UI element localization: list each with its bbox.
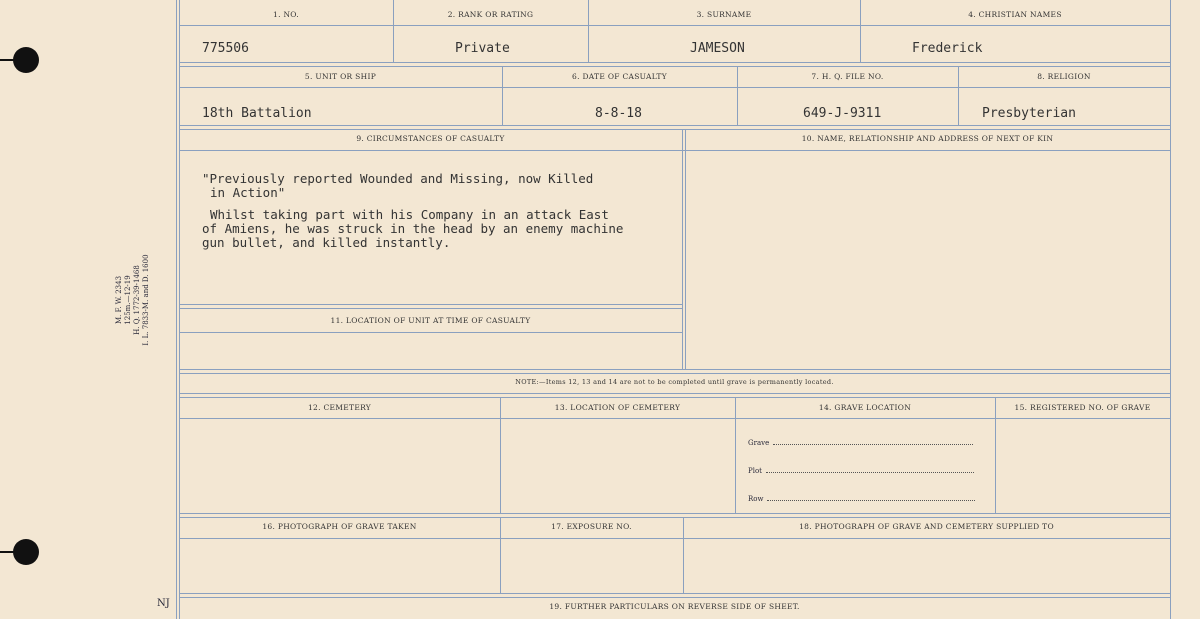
note: NOTE:—Items 12, 13 and 14 are not to be completed until grave is permanently located.: [515, 378, 834, 386]
label-supplied-to: 18. PHOTOGRAPH OF GRAVE AND CEMETERY SUPPLIED TO: [799, 522, 1054, 531]
form-line: I. L. 7833-M. and D. 1600: [142, 254, 150, 346]
label-exposure: 17. EXPOSURE NO.: [551, 522, 632, 531]
text-line: gun bullet, and killed instantly.: [202, 235, 451, 250]
label-registered-no: 15. REGISTERED NO. OF GRAVE: [1014, 403, 1151, 412]
form-line: H. Q. 1772-39-1468: [133, 265, 141, 335]
label-surname: 3. SURNAME: [696, 10, 752, 19]
circumstances-text: [202, 172, 623, 250]
rank-value: Private: [455, 41, 510, 56]
label-rank: 2. RANK OR RATING: [447, 10, 534, 19]
grave-field: [748, 439, 973, 447]
label-file: 7. H. Q. FILE NO.: [811, 72, 884, 81]
text-line: Whilst taking part with his Company in an attack East: [210, 207, 609, 222]
form-line: M. F. W. 2343: [115, 275, 123, 325]
label-christian-names: 4. CHRISTIAN NAMES: [968, 10, 1062, 19]
surname-value: JAMESON: [690, 41, 745, 56]
label-cemetery-location: 13. LOCATION OF CEMETERY: [554, 403, 681, 412]
label-unit: 5. UNIT OR SHIP: [304, 72, 377, 81]
form-number: [115, 245, 151, 355]
row-label: Row: [748, 495, 764, 503]
initials: NJ: [157, 598, 170, 609]
religion-value: Presbyterian: [982, 106, 1076, 121]
christian-names-value: Frederick: [912, 41, 983, 56]
row-field: [748, 495, 975, 503]
date-value: 8-8-18: [595, 106, 642, 121]
label-grave-location: 14. GRAVE LOCATION: [818, 403, 912, 412]
text-line: "Previously reported Wounded and Missing, now Killed: [202, 171, 594, 186]
punch-hole: [13, 539, 39, 565]
service-number: 775506: [202, 41, 249, 56]
label-photograph: 16. PHOTOGRAPH OF GRAVE TAKEN: [262, 522, 417, 531]
label-next-of-kin: 10. NAME, RELATIONSHIP AND ADDRESS OF NEXT OF KIN: [801, 134, 1054, 143]
label-circumstances: 9. CIRCUMSTANCES OF CASUALTY: [356, 134, 505, 143]
file-value: 649-J-9311: [803, 106, 882, 121]
text-line: in Action": [210, 185, 286, 200]
plot-field: [748, 467, 974, 475]
text-line: of Amiens, he was struck in the head by an enemy machine: [202, 221, 624, 236]
label-cemetery: 12. CEMETERY: [307, 403, 372, 412]
plot-label: Plot: [748, 467, 762, 475]
grave-label: Grave: [748, 439, 770, 447]
label-further-particulars: 19. FURTHER PARTICULARS ON REVERSE SIDE OF SHEET.: [549, 602, 800, 611]
unit-value: 18th Battalion: [202, 106, 312, 121]
punch-hole: [13, 47, 39, 73]
label-date: 6. DATE OF CASUALTY: [572, 72, 667, 81]
label-religion: 8. RELIGION: [1037, 72, 1091, 81]
label-no: 1. NO.: [273, 10, 299, 19]
label-location: 11. LOCATION OF UNIT AT TIME OF CASUALTY: [330, 316, 531, 325]
form-line: 125m.—12-19: [124, 275, 132, 325]
